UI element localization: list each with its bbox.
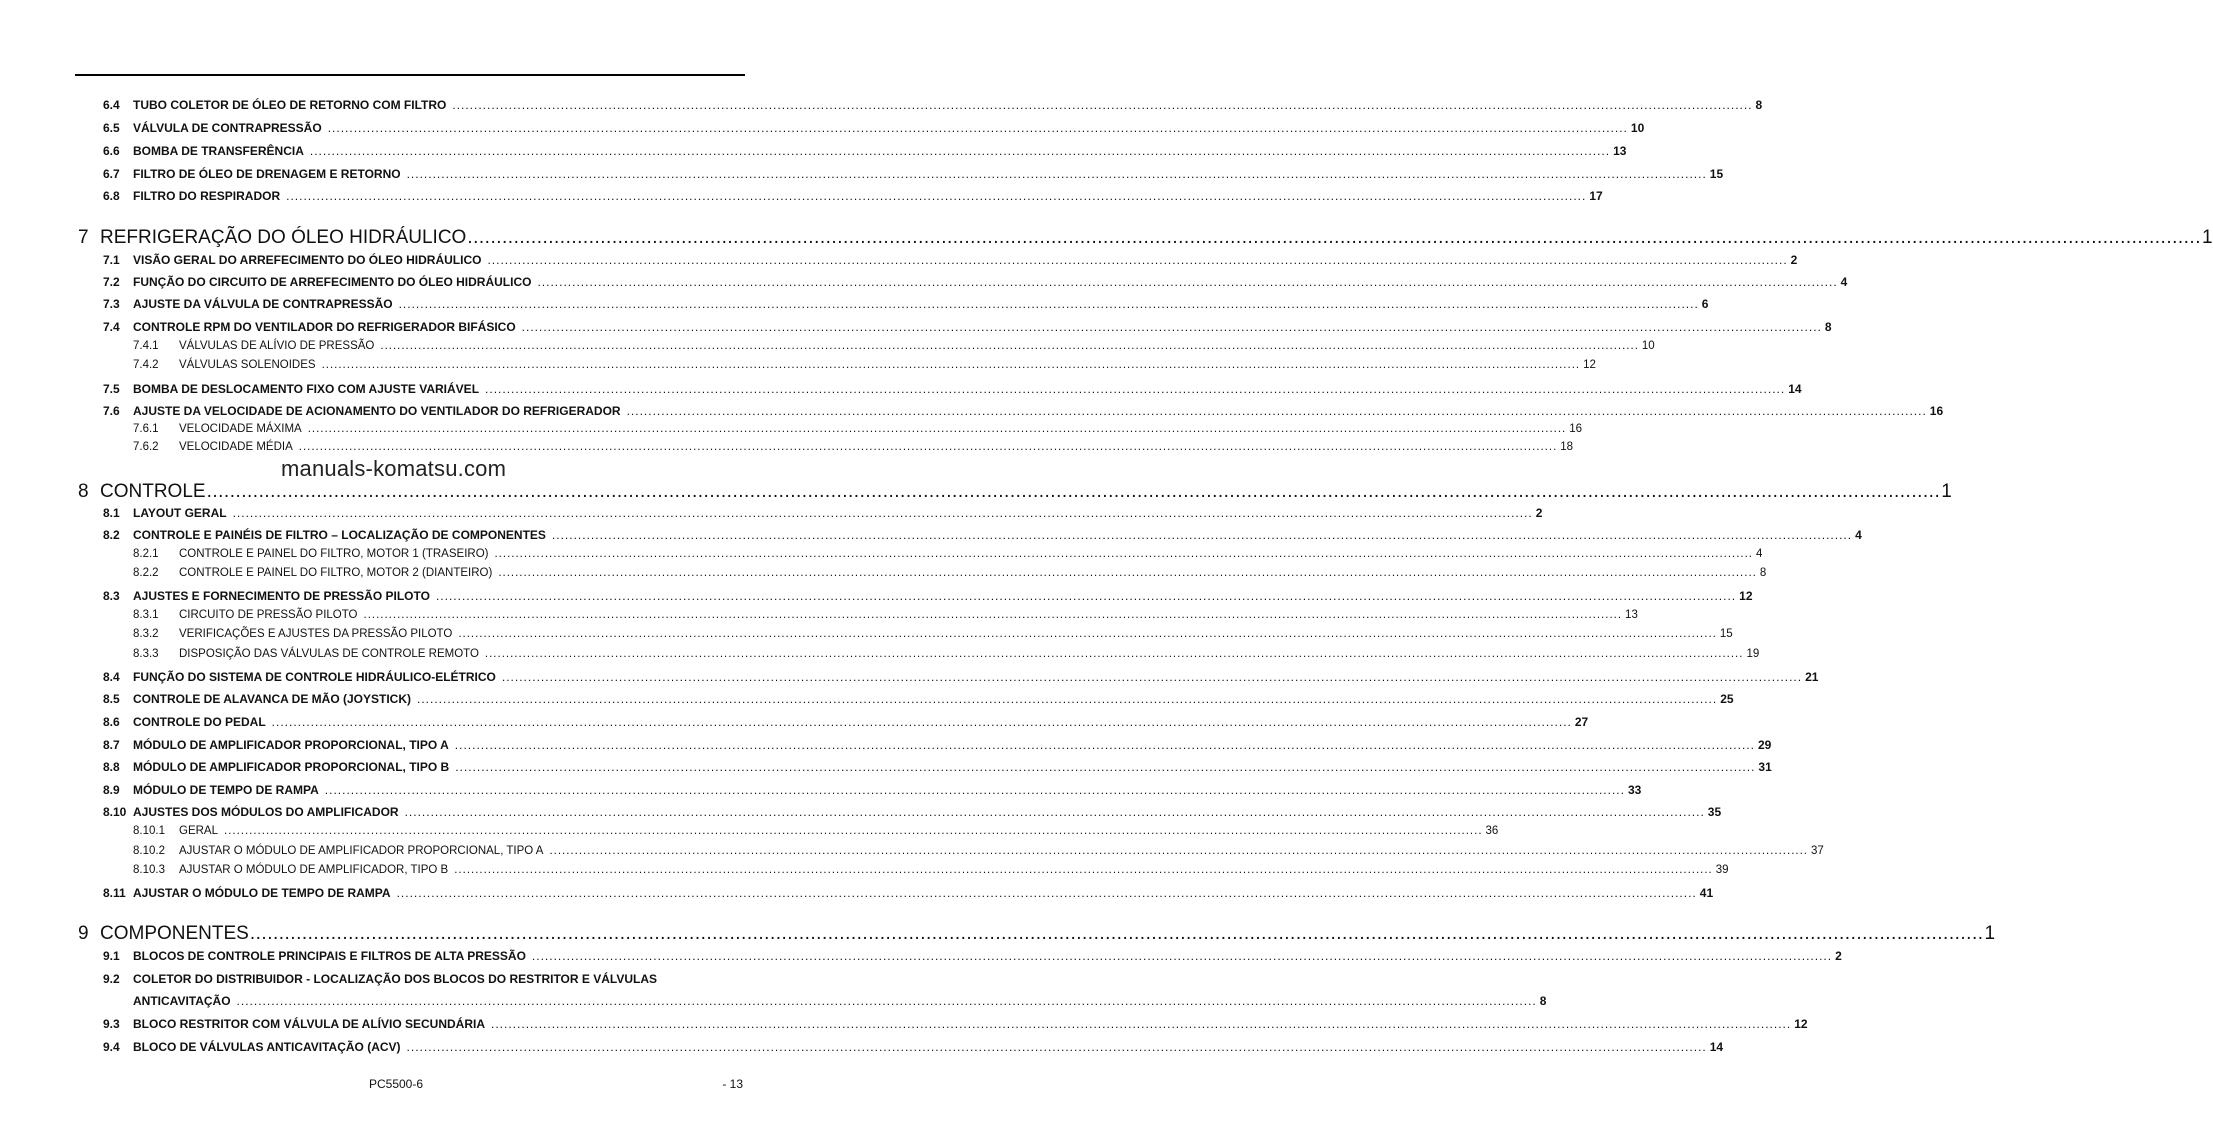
toc-title: GERAL bbox=[179, 825, 218, 837]
toc-number: 8.5 bbox=[103, 692, 120, 706]
dot-leader: ............................................................................................................................................................................................................................................................................................................ bbox=[498, 567, 1757, 579]
toc-line bbox=[179, 338, 1655, 354]
toc-title: MÓDULO DE AMPLIFICADOR PROPORCIONAL, TIPO A bbox=[133, 738, 449, 752]
dot-leader: ............................................................................................................................................................................................................................................................................................................ bbox=[307, 423, 1567, 435]
toc-subsection[interactable] bbox=[0, 565, 1767, 583]
toc-number: 8.10.3 bbox=[133, 864, 165, 876]
toc-title: BLOCO DE VÁLVULAS ANTICAVITAÇÃO (ACV) bbox=[133, 1040, 401, 1054]
toc-section[interactable] bbox=[0, 714, 1589, 732]
toc-line bbox=[133, 1039, 1724, 1055]
dot-leader: ............................................................................................................................................................................................................................................................................................................ bbox=[454, 738, 1755, 752]
toc-subsection[interactable] bbox=[0, 607, 1638, 625]
toc-title: AJUSTAR O MÓDULO DE TEMPO DE RAMPA bbox=[133, 886, 391, 900]
toc-number: 8.3.3 bbox=[133, 648, 159, 660]
toc-title: AJUSTE DA VELOCIDADE DE ACIONAMENTO DO VENTILADOR DO REFRIGERADOR bbox=[133, 404, 621, 418]
toc-section[interactable] bbox=[0, 143, 1627, 161]
toc-number: 7.6.2 bbox=[133, 441, 159, 453]
toc-title: AJUSTAR O MÓDULO DE AMPLIFICADOR, TIPO B bbox=[179, 864, 449, 876]
toc-subsection[interactable] bbox=[0, 862, 1729, 880]
toc-section[interactable] bbox=[0, 1039, 1724, 1057]
dot-leader: ............................................................................................................................................................................................................................................................................................................ bbox=[236, 994, 1537, 1008]
toc-title: LAYOUT GERAL bbox=[133, 506, 227, 520]
toc-number: 7.1 bbox=[103, 253, 120, 267]
toc-line bbox=[133, 669, 1819, 685]
toc-title: VELOCIDADE MÉDIA bbox=[179, 441, 293, 453]
toc-page: 6 bbox=[1701, 297, 1709, 311]
dot-leader: ............................................................................................................................................................................................................................................................................................................ bbox=[232, 506, 1533, 520]
toc-line bbox=[133, 143, 1627, 159]
toc-page: 2 bbox=[1790, 253, 1798, 267]
toc-page: 2 bbox=[1835, 949, 1842, 963]
dot-leader: ............................................................................................................................................................................................................................................................................................................ bbox=[452, 98, 1753, 112]
toc-number: 8.4 bbox=[103, 670, 120, 684]
toc-subsection[interactable] bbox=[0, 338, 1655, 356]
toc-title: TUBO COLETOR DE ÓLEO DE RETORNO COM FILTRO bbox=[133, 98, 447, 112]
toc-line bbox=[100, 923, 1996, 945]
toc-title: COLETOR DO DISTRIBUIDOR - LOCALIZAÇÃO DOS BLOCOS DO RESTRITOR E VÁLVULAS bbox=[133, 972, 658, 986]
toc-number: 9.3 bbox=[103, 1017, 120, 1031]
toc-title: CONTROLE E PAINEL DO FILTRO, MOTOR 2 (DIANTEIRO) bbox=[179, 567, 493, 579]
toc-title: MÓDULO DE AMPLIFICADOR PROPORCIONAL, TIPO B bbox=[133, 760, 450, 774]
toc-title: MÓDULO DE TEMPO DE RAMPA bbox=[133, 783, 319, 797]
toc-line bbox=[133, 714, 1589, 730]
toc-number: 7.5 bbox=[103, 382, 120, 396]
toc-title: BLOCOS DE CONTROLE PRINCIPAIS E FILTROS DE ALTA PRESSÃO bbox=[133, 949, 526, 963]
toc-page: 1 bbox=[1984, 923, 1996, 944]
toc-number: 8.10.1 bbox=[133, 825, 165, 837]
toc-title: CONTROLE bbox=[100, 481, 206, 502]
toc-page: 37 bbox=[1810, 845, 1824, 857]
toc-line bbox=[100, 227, 2213, 249]
toc-section[interactable] bbox=[0, 971, 793, 989]
dot-leader: ............................................................................................................................................................................................................................................................................................................ bbox=[206, 481, 1941, 502]
toc-title: BLOCO RESTRITOR COM VÁLVULA DE ALÍVIO SECUNDÁRIA bbox=[133, 1017, 486, 1031]
toc-number: 8.7 bbox=[103, 738, 120, 752]
toc-section[interactable] bbox=[0, 403, 1944, 421]
toc-title: DISPOSIÇÃO DAS VÁLVULAS DE CONTROLE REMOTO bbox=[179, 648, 479, 660]
toc-section[interactable] bbox=[0, 885, 1714, 903]
toc-title: AJUSTE DA VÁLVULA DE CONTRAPRESSÃO bbox=[133, 297, 393, 311]
toc-number: 6.6 bbox=[103, 144, 120, 158]
toc-section[interactable] bbox=[0, 691, 1734, 709]
toc-number: 7.4.2 bbox=[133, 359, 159, 371]
toc-section[interactable] bbox=[0, 274, 1848, 292]
toc-subsection[interactable] bbox=[0, 421, 1583, 439]
dot-leader: ............................................................................................................................................................................................................................................................................................................ bbox=[298, 441, 1558, 453]
toc-number: 8.3.1 bbox=[133, 609, 159, 621]
dot-leader: ............................................................................................................................................................................................................................................................................................................ bbox=[404, 805, 1705, 819]
dot-leader: ............................................................................................................................................................................................................................................................................................................ bbox=[406, 167, 1707, 181]
toc-page: 15 bbox=[1719, 628, 1733, 640]
toc-title: BOMBA DE DESLOCAMENTO FIXO COM AJUSTE VARIÁVEL bbox=[133, 382, 480, 396]
toc-page: 1 bbox=[1941, 481, 1952, 502]
dot-leader: ............................................................................................................................................................................................................................................................................................................ bbox=[321, 359, 1581, 371]
toc-number: 8.3.2 bbox=[133, 628, 159, 640]
toc-title: COMPONENTES bbox=[100, 923, 249, 944]
dot-leader: ............................................................................................................................................................................................................................................................................................................ bbox=[363, 609, 1623, 621]
toc-section[interactable] bbox=[0, 319, 1832, 337]
header-rule bbox=[75, 74, 745, 76]
toc-number: 7.2 bbox=[103, 275, 120, 289]
toc-title: REFRIGERAÇÃO DO ÓLEO HIDRÁULICO bbox=[100, 227, 467, 248]
dot-leader: ............................................................................................................................................................................................................................................................................................................ bbox=[224, 825, 1483, 837]
dot-leader: ............................................................................................................................................................................................................................................................................................................ bbox=[458, 628, 1717, 640]
toc-page: 25 bbox=[1720, 692, 1734, 706]
toc-number: 8.11 bbox=[103, 886, 126, 900]
toc-page: 8 bbox=[1755, 98, 1763, 112]
toc-page: 8 bbox=[1539, 994, 1547, 1008]
toc-page: 16 bbox=[1569, 423, 1583, 435]
toc-number: 6.7 bbox=[103, 167, 120, 181]
toc-chapter[interactable] bbox=[0, 227, 2213, 251]
dot-leader: ............................................................................................................................................................................................................................................................................................................ bbox=[455, 760, 1756, 774]
toc-title: BOMBA DE TRANSFERÊNCIA bbox=[133, 144, 304, 158]
toc-section[interactable] bbox=[0, 782, 1642, 800]
toc-title: VÁLVULA DE CONTRAPRESSÃO bbox=[133, 121, 322, 135]
toc-section[interactable] bbox=[0, 527, 1862, 545]
toc-page: 18 bbox=[1560, 441, 1574, 453]
toc-line bbox=[133, 782, 1642, 798]
toc-number: 9.4 bbox=[103, 1040, 120, 1054]
toc-line bbox=[133, 737, 1772, 753]
dot-leader: ............................................................................................................................................................................................................................................................................................................ bbox=[380, 340, 1639, 352]
dot-leader: ............................................................................................................................................................................................................................................................................................................ bbox=[537, 275, 1838, 289]
toc-line bbox=[179, 357, 1596, 373]
toc-title: CONTROLE RPM DO VENTILADOR DO REFRIGERADOR BIFÁSICO bbox=[133, 320, 516, 334]
toc-subsection[interactable] bbox=[0, 546, 1763, 564]
dot-leader: ............................................................................................................................................................................................................................................................................................................ bbox=[435, 589, 1737, 603]
toc-page: 1 bbox=[2202, 227, 2213, 248]
toc-title: VISÃO GERAL DO ARREFECIMENTO DO ÓLEO HIDRÁULICO bbox=[133, 253, 482, 267]
toc-line bbox=[133, 120, 1645, 136]
toc-page: 33 bbox=[1627, 783, 1642, 797]
toc-section[interactable] bbox=[0, 804, 1722, 822]
toc-page: 39 bbox=[1715, 864, 1729, 876]
toc-line bbox=[179, 862, 1729, 878]
toc-number: 7.4 bbox=[103, 320, 120, 334]
toc-line bbox=[179, 546, 1763, 562]
toc-number: 8.10 bbox=[103, 805, 127, 819]
toc-subsection[interactable] bbox=[0, 626, 1733, 644]
toc-line bbox=[133, 527, 1862, 543]
dot-leader: ............................................................................................................................................................................................................................................................................................................ bbox=[484, 648, 1744, 660]
toc-chapter[interactable] bbox=[0, 481, 1952, 505]
toc-title: VÁLVULAS DE ALÍVIO DE PRESSÃO bbox=[179, 340, 375, 352]
toc-number: 8.1 bbox=[103, 506, 120, 520]
dot-leader: ............................................................................................................................................................................................................................................................................................................ bbox=[309, 144, 1611, 158]
toc-line bbox=[179, 823, 1499, 839]
toc-page: 4 bbox=[1756, 548, 1763, 560]
toc-line bbox=[133, 97, 1763, 113]
toc-section[interactable] bbox=[0, 252, 1798, 270]
toc-section[interactable] bbox=[0, 296, 1709, 314]
toc-page: 41 bbox=[1699, 886, 1714, 900]
toc-page: 8 bbox=[1824, 320, 1832, 334]
toc-page: 15 bbox=[1709, 167, 1724, 181]
footer-model: PC5500-6 bbox=[368, 1077, 424, 1091]
toc-number: 8.6 bbox=[103, 715, 120, 729]
toc-page: 10 bbox=[1630, 121, 1645, 135]
toc-page: 12 bbox=[1794, 1017, 1808, 1031]
toc-line bbox=[133, 971, 657, 987]
toc-line bbox=[179, 607, 1638, 623]
toc-page: 14 bbox=[1709, 1040, 1724, 1054]
dot-leader: ............................................................................................................................................................................................................................................................................................................ bbox=[501, 670, 1803, 684]
toc-page: 16 bbox=[1929, 404, 1944, 418]
toc-page: 17 bbox=[1589, 189, 1603, 203]
dot-leader: ............................................................................................................................................................................................................................................................................................................ bbox=[531, 949, 1833, 963]
toc-line bbox=[179, 421, 1583, 437]
toc-page: 19 bbox=[1746, 648, 1760, 660]
dot-leader: ............................................................................................................................................................................................................................................................................................................ bbox=[549, 845, 1808, 857]
toc-section[interactable] bbox=[0, 669, 1819, 687]
toc-page: 2 bbox=[1535, 506, 1543, 520]
toc-page: 4 bbox=[1840, 275, 1848, 289]
toc-chapter[interactable] bbox=[0, 923, 1996, 947]
toc-number: 7.6.1 bbox=[133, 423, 159, 435]
toc-page: 13 bbox=[1625, 609, 1638, 621]
toc-page: 27 bbox=[1574, 715, 1589, 729]
toc-title: FILTRO DO RESPIRADOR bbox=[133, 189, 281, 203]
dot-leader: ............................................................................................................................................................................................................................................................................................................ bbox=[454, 864, 1713, 876]
toc-number: 8 bbox=[78, 481, 89, 502]
toc-title: AJUSTAR O MÓDULO DE AMPLIFICADOR PROPORCIONAL, TIPO A bbox=[179, 845, 544, 857]
toc-page: 12 bbox=[1739, 589, 1753, 603]
toc-title: VÁLVULAS SOLENOIDES bbox=[179, 359, 316, 371]
toc-title: AJUSTES E FORNECIMENTO DE PRESSÃO PILOTO bbox=[133, 589, 430, 603]
toc-section[interactable] bbox=[0, 166, 1724, 184]
dot-leader: ............................................................................................................................................................................................................................................................................................................ bbox=[396, 886, 1697, 900]
toc-number: 9 bbox=[78, 923, 89, 944]
toc-line bbox=[133, 885, 1714, 901]
toc-title: FILTRO DE ÓLEO DE DRENAGEM E RETORNO bbox=[133, 167, 401, 181]
toc-line bbox=[133, 588, 1753, 604]
toc-page: 36 bbox=[1485, 825, 1499, 837]
toc-line bbox=[133, 993, 1547, 1009]
toc-subsection[interactable] bbox=[0, 823, 1499, 841]
dot-leader: ............................................................................................................................................................................................................................................................................................................ bbox=[551, 528, 1853, 542]
toc-title: CONTROLE E PAINÉIS DE FILTRO – LOCALIZAÇÃO DE COMPONENTES bbox=[133, 528, 546, 542]
toc-page: 4 bbox=[1855, 528, 1862, 542]
toc-number: 8.10.2 bbox=[133, 845, 165, 857]
toc-page: 29 bbox=[1757, 738, 1772, 752]
toc-line bbox=[133, 691, 1734, 707]
toc-number: 7 bbox=[78, 227, 89, 248]
toc-section[interactable] bbox=[0, 737, 1772, 755]
toc-line bbox=[179, 626, 1733, 642]
dot-leader: ............................................................................................................................................................................................................................................................................................................ bbox=[398, 297, 1699, 311]
toc-title: CONTROLE E PAINEL DO FILTRO, MOTOR 1 (TRASEIRO) bbox=[179, 548, 489, 560]
toc-page: 31 bbox=[1758, 760, 1772, 774]
toc-number: 8.2.2 bbox=[133, 567, 159, 579]
dot-leader: ............................................................................................................................................................................................................................................................................................................ bbox=[249, 923, 1984, 944]
toc-section-continuation[interactable] bbox=[0, 993, 1547, 1011]
toc-number: 9.1 bbox=[103, 949, 120, 963]
dot-leader: ............................................................................................................................................................................................................................................................................................................ bbox=[467, 227, 2201, 248]
toc-number: 7.4.1 bbox=[133, 340, 159, 352]
dot-leader: ............................................................................................................................................................................................................................................................................................................ bbox=[487, 253, 1788, 267]
dot-leader: ............................................................................................................................................................................................................................................................................................................ bbox=[494, 548, 1754, 560]
dot-leader: ............................................................................................................................................................................................................................................................................................................ bbox=[324, 783, 1625, 797]
dot-leader: ............................................................................................................................................................................................................................................................................................................ bbox=[417, 692, 1718, 706]
toc-page: 13 bbox=[1613, 144, 1627, 158]
toc-number: 8.8 bbox=[103, 760, 120, 774]
toc-number: 8.2.1 bbox=[133, 548, 159, 560]
toc-number: 8.3 bbox=[103, 589, 120, 603]
toc-line bbox=[133, 804, 1722, 820]
toc-page: 10 bbox=[1641, 340, 1655, 352]
toc-title: AJUSTES DOS MÓDULOS DO AMPLIFICADOR bbox=[133, 805, 399, 819]
toc-subsection[interactable] bbox=[0, 646, 1760, 664]
toc-number: 6.5 bbox=[103, 121, 120, 135]
toc-subsection[interactable] bbox=[0, 357, 1596, 375]
toc-line bbox=[133, 188, 1603, 204]
toc-line bbox=[133, 166, 1724, 182]
toc-page: 21 bbox=[1805, 670, 1819, 684]
toc-number: 8.9 bbox=[103, 783, 120, 797]
toc-title: FUNÇÃO DO CIRCUITO DE ARREFECIMENTO DO ÓLEO HIDRÁULICO bbox=[133, 275, 532, 289]
toc-page: 35 bbox=[1707, 805, 1722, 819]
toc-section[interactable] bbox=[0, 948, 1842, 966]
toc-section[interactable] bbox=[0, 188, 1603, 206]
toc-line bbox=[179, 646, 1760, 662]
toc-number: 9.2 bbox=[103, 972, 120, 986]
toc-number: 6.4 bbox=[103, 98, 120, 112]
toc-title: VERIFICAÇÕES E AJUSTES DA PRESSÃO PILOTO bbox=[179, 628, 453, 640]
toc-section[interactable] bbox=[0, 759, 1772, 777]
toc-line bbox=[133, 274, 1848, 290]
toc-line bbox=[133, 296, 1709, 312]
toc-number: 7.3 bbox=[103, 297, 120, 311]
dot-leader: ............................................................................................................................................................................................................................................................................................................ bbox=[286, 189, 1587, 203]
dot-leader: ............................................................................................................................................................................................................................................................................................................ bbox=[327, 121, 1628, 135]
toc-line bbox=[179, 843, 1824, 859]
toc-subsection[interactable] bbox=[0, 439, 1574, 457]
toc-number: 7.6 bbox=[103, 404, 120, 418]
watermark: manuals-komatsu.com bbox=[281, 456, 507, 481]
toc-line bbox=[133, 319, 1832, 335]
toc-title: VELOCIDADE MÁXIMA bbox=[179, 423, 302, 435]
toc-subsection[interactable] bbox=[0, 843, 1824, 861]
toc-section[interactable] bbox=[0, 588, 1753, 606]
toc-line bbox=[133, 381, 1802, 397]
dot-leader: ............................................................................................................................................................................................................................................................................................................ bbox=[626, 404, 1927, 418]
dot-leader: ............................................................................................................................................................................................................................................................................................................ bbox=[521, 320, 1822, 334]
toc-section[interactable] bbox=[0, 97, 1763, 115]
toc-section[interactable] bbox=[0, 120, 1645, 138]
toc-number: 6.8 bbox=[103, 189, 120, 203]
toc-section[interactable] bbox=[0, 381, 1802, 399]
toc-line bbox=[100, 481, 1952, 503]
dot-leader: ............................................................................................................................................................................................................................................................................................................ bbox=[406, 1040, 1707, 1054]
toc-page: 14 bbox=[1788, 382, 1802, 396]
toc-line bbox=[179, 439, 1574, 455]
toc-page: 12 bbox=[1583, 359, 1596, 371]
toc-line bbox=[133, 759, 1772, 775]
toc-title: CONTROLE DE ALAVANCA DE MÃO (JOYSTICK) bbox=[133, 692, 411, 706]
toc-title: CIRCUITO DE PRESSÃO PILOTO bbox=[179, 609, 358, 621]
toc-title: FUNÇÃO DO SISTEMA DE CONTROLE HIDRÁULICO-ELÉTRICO bbox=[133, 670, 496, 684]
toc-line bbox=[133, 403, 1944, 419]
toc-title: CONTROLE DO PEDAL bbox=[133, 715, 266, 729]
toc-line bbox=[133, 1016, 1808, 1032]
toc-number: 8.2 bbox=[103, 528, 120, 542]
toc-line bbox=[133, 505, 1543, 521]
toc-title-continued: ANTICAVITAÇÃO bbox=[133, 994, 231, 1008]
toc-section[interactable] bbox=[0, 1016, 1808, 1034]
dot-leader: ............................................................................................................................................................................................................................................................................................................ bbox=[491, 1017, 1792, 1031]
toc-page: 8 bbox=[1759, 567, 1767, 579]
toc-line bbox=[179, 565, 1767, 581]
dot-leader: ............................................................................................................................................................................................................................................................................................................ bbox=[485, 382, 1786, 396]
footer-page-number: - 13 bbox=[722, 1077, 743, 1091]
toc-line bbox=[133, 252, 1798, 268]
dot-leader: ............................................................................................................................................................................................................................................................................................................ bbox=[271, 715, 1572, 729]
toc-line bbox=[133, 948, 1842, 964]
toc-section[interactable] bbox=[0, 505, 1543, 523]
